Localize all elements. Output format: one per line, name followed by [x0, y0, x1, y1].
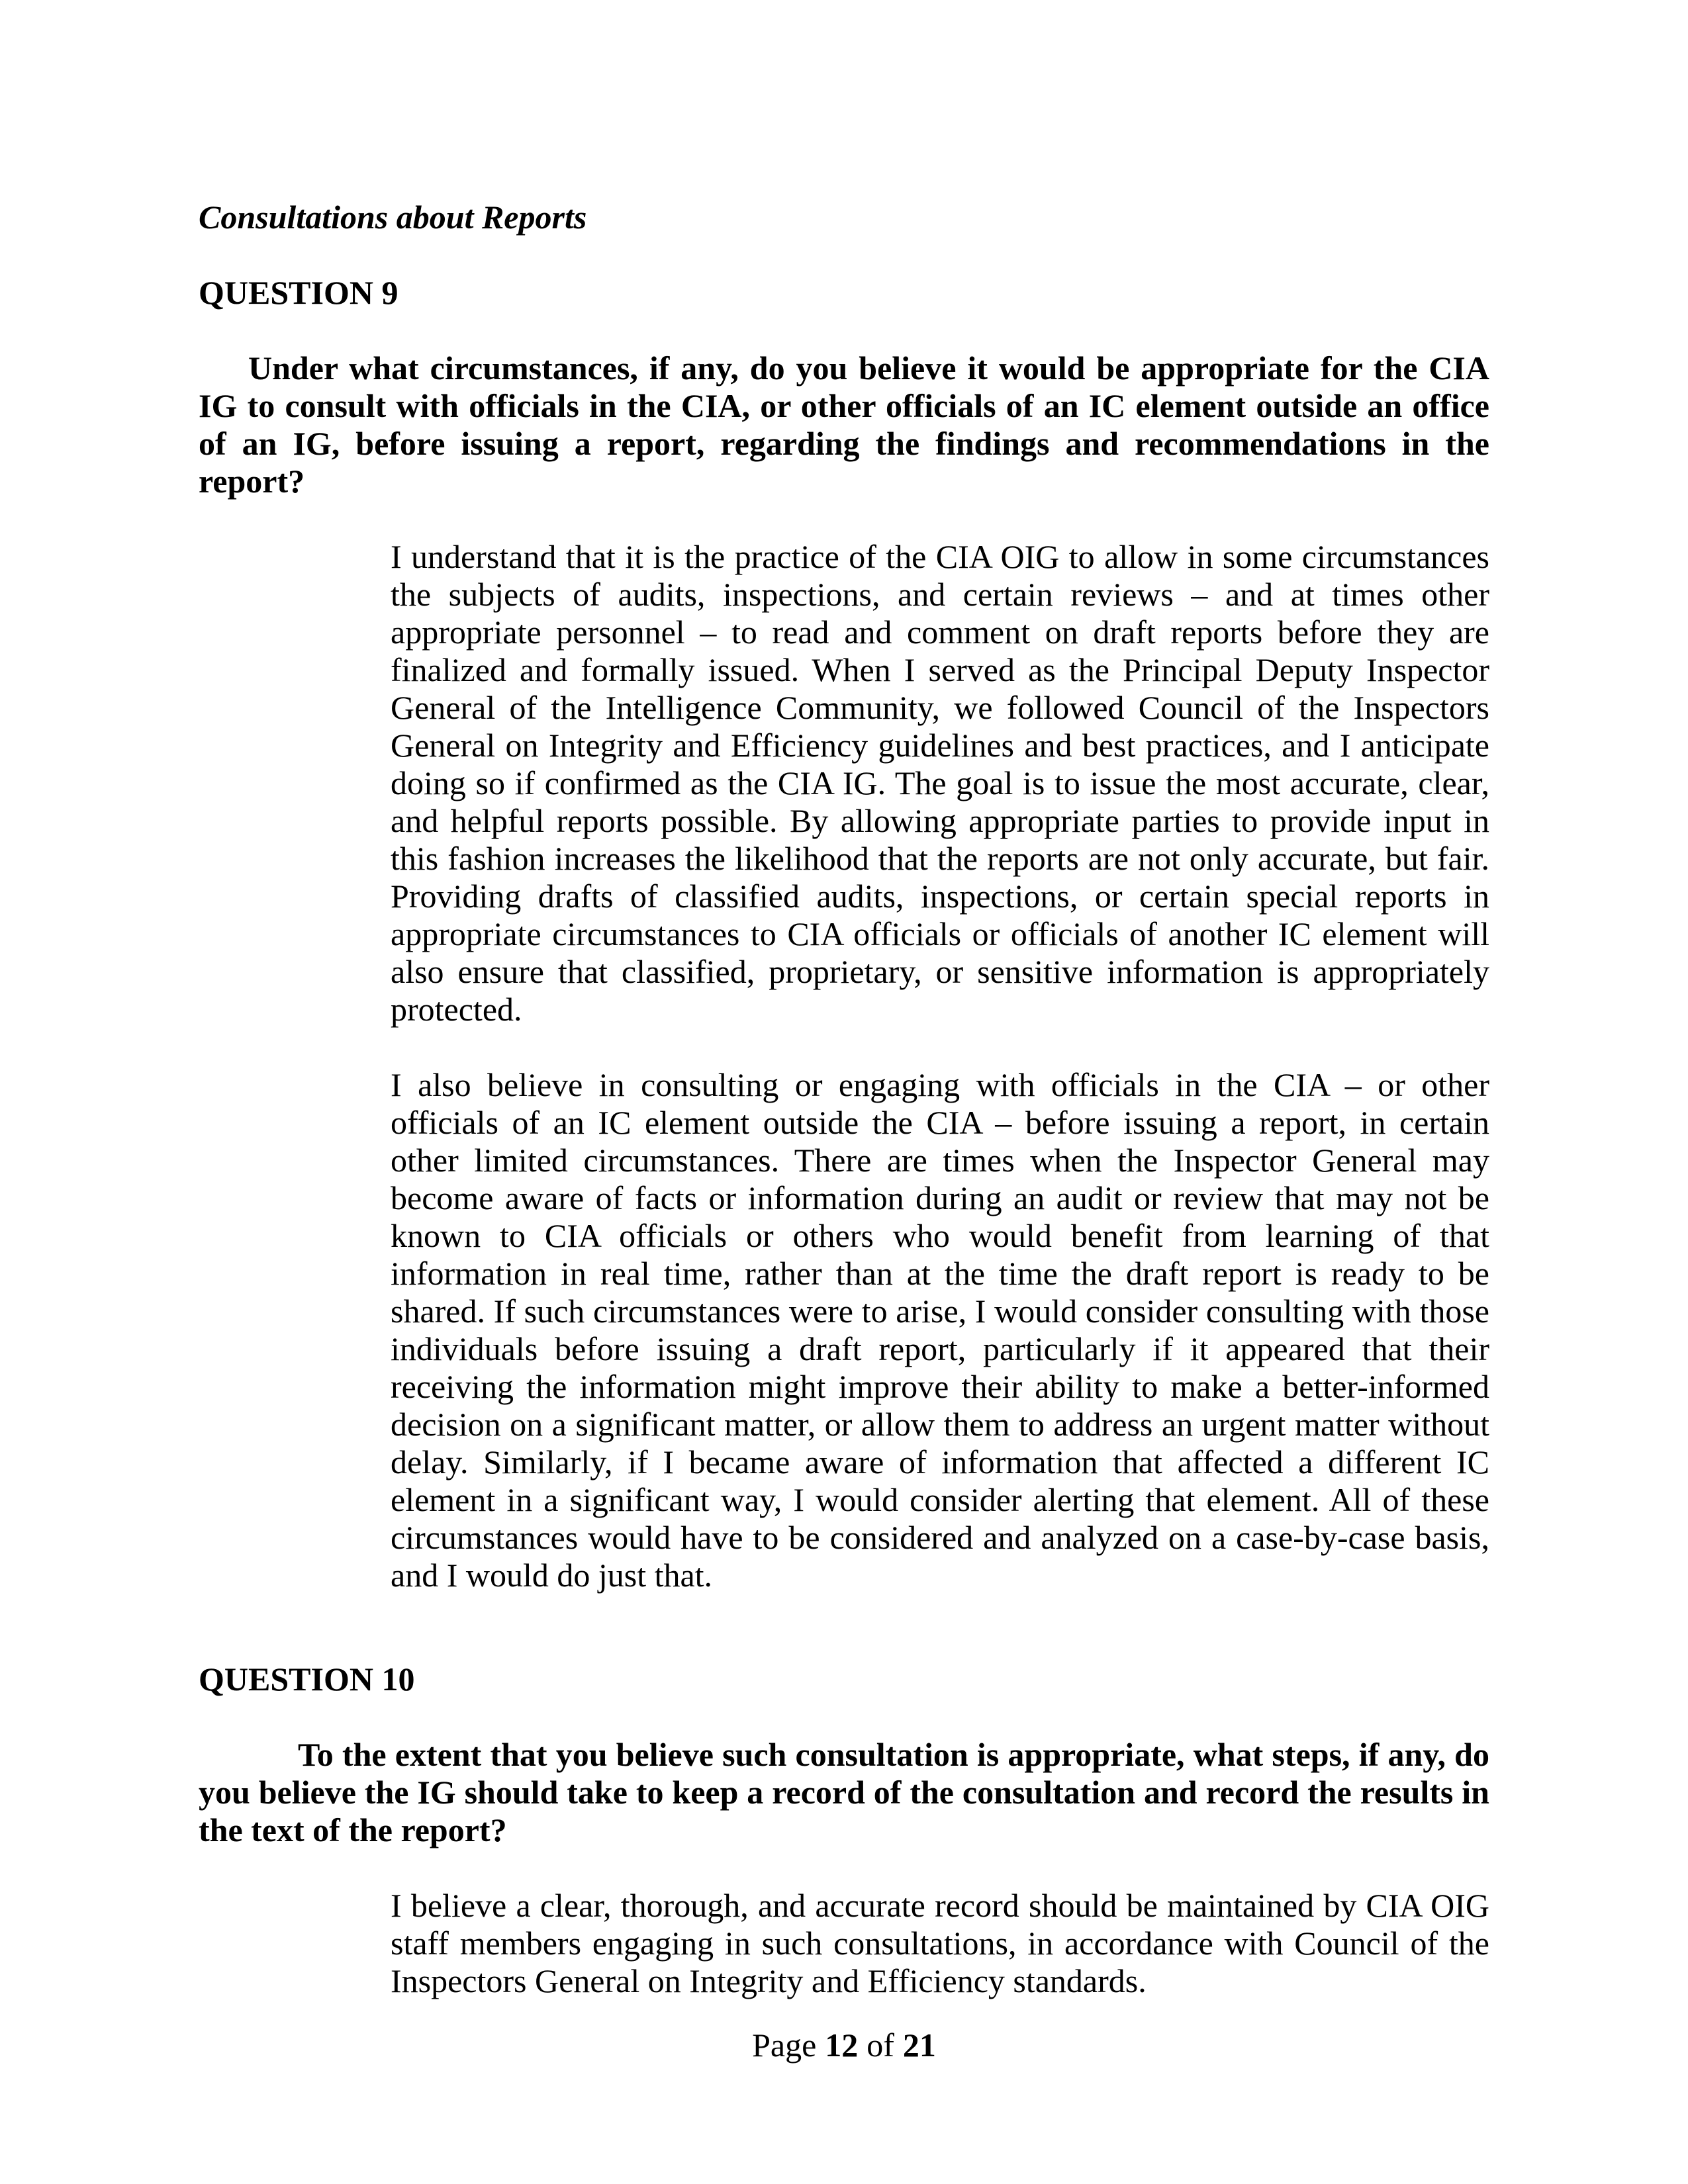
question10-label: QUESTION 10	[199, 1661, 415, 1698]
spacer	[199, 1632, 1489, 1661]
document-content	[199, 199, 1489, 2000]
question9-text: Under what circumstances, if any, do you believe it would be appropriate for the CIA IG to consult with officials in the CIA, or other officials of an IC element outside an office of an IG, before issuing a report, regarding the findings and recommendations in the report?	[199, 349, 1489, 500]
footer-of-label: of	[867, 2026, 894, 2064]
section-heading: Consultations about Reports	[199, 199, 587, 236]
page-footer	[0, 2026, 1688, 2064]
footer-page-number: 12	[825, 2026, 859, 2064]
question10-text: To the extent that you believe such consultation is appropriate, what steps, if any, do you believe the IG should take to keep a record of the consultation and record the results in the text of the report?	[199, 1736, 1489, 1848]
question10-answer-paragraph-1: I believe a clear, thorough, and accurate record should be maintained by CIA OIG staff members engaging in such consultations, in accordance with Council of the Inspectors General on Integrity and Efficiency standards.	[391, 1887, 1489, 1999]
question9-answer-paragraph-1: I understand that it is the practice of the CIA OIG to allow in some circumstances the subjects of audits, inspections, and certain reviews – and at times other appropriate personnel – to read and comment on draft reports before they are finalized and formally issued. When I served as the Principal Deputy Inspector General of the Intelligence Community, we followed Council of the Inspectors General on Integrity and Efficiency guidelines and best practices, and I anticipate doing so if confirmed as the CIA IG. The goal is to issue the most accurate, clear, and helpful reports possible. By allowing appropriate parties to provide input in this fashion increases the likelihood that the reports are not only accurate, but fair. Providing drafts of classified audits, inspections, or certain special reports in appropriate circumstances to CIA officials or officials of another IC element will also ensure that classified, proprietary, or sensitive information is appropriately protected.	[391, 538, 1489, 1028]
footer-page-label: Page	[752, 2026, 817, 2064]
footer-page-total: 21	[902, 2026, 936, 2064]
question9-label: QUESTION 9	[199, 274, 399, 311]
question9-answer-paragraph-2: I also believe in consulting or engaging with officials in the CIA – or other officials of an IC element outside the CIA – before issuing a report, in certain other limited circumstances. There are times when the Inspector General may become aware of facts or information during an audit or review that may not be known to CIA officials or others who would benefit from learning of that information in real time, rather than at the time the draft report is ready to be shared. If such circumstances were to arise, I would consider consulting with those individuals before issuing a draft report, particularly if it appeared that their receiving the information might improve their ability to make a better-informed decision on a significant matter, or allow them to address an urgent matter without delay. Similarly, if I became aware of information that affected a different IC element in a significant way, I would consider alerting that element. All of these circumstances would have to be considered and analyzed on a case-by-case basis, and I would do just that.	[391, 1066, 1489, 1594]
